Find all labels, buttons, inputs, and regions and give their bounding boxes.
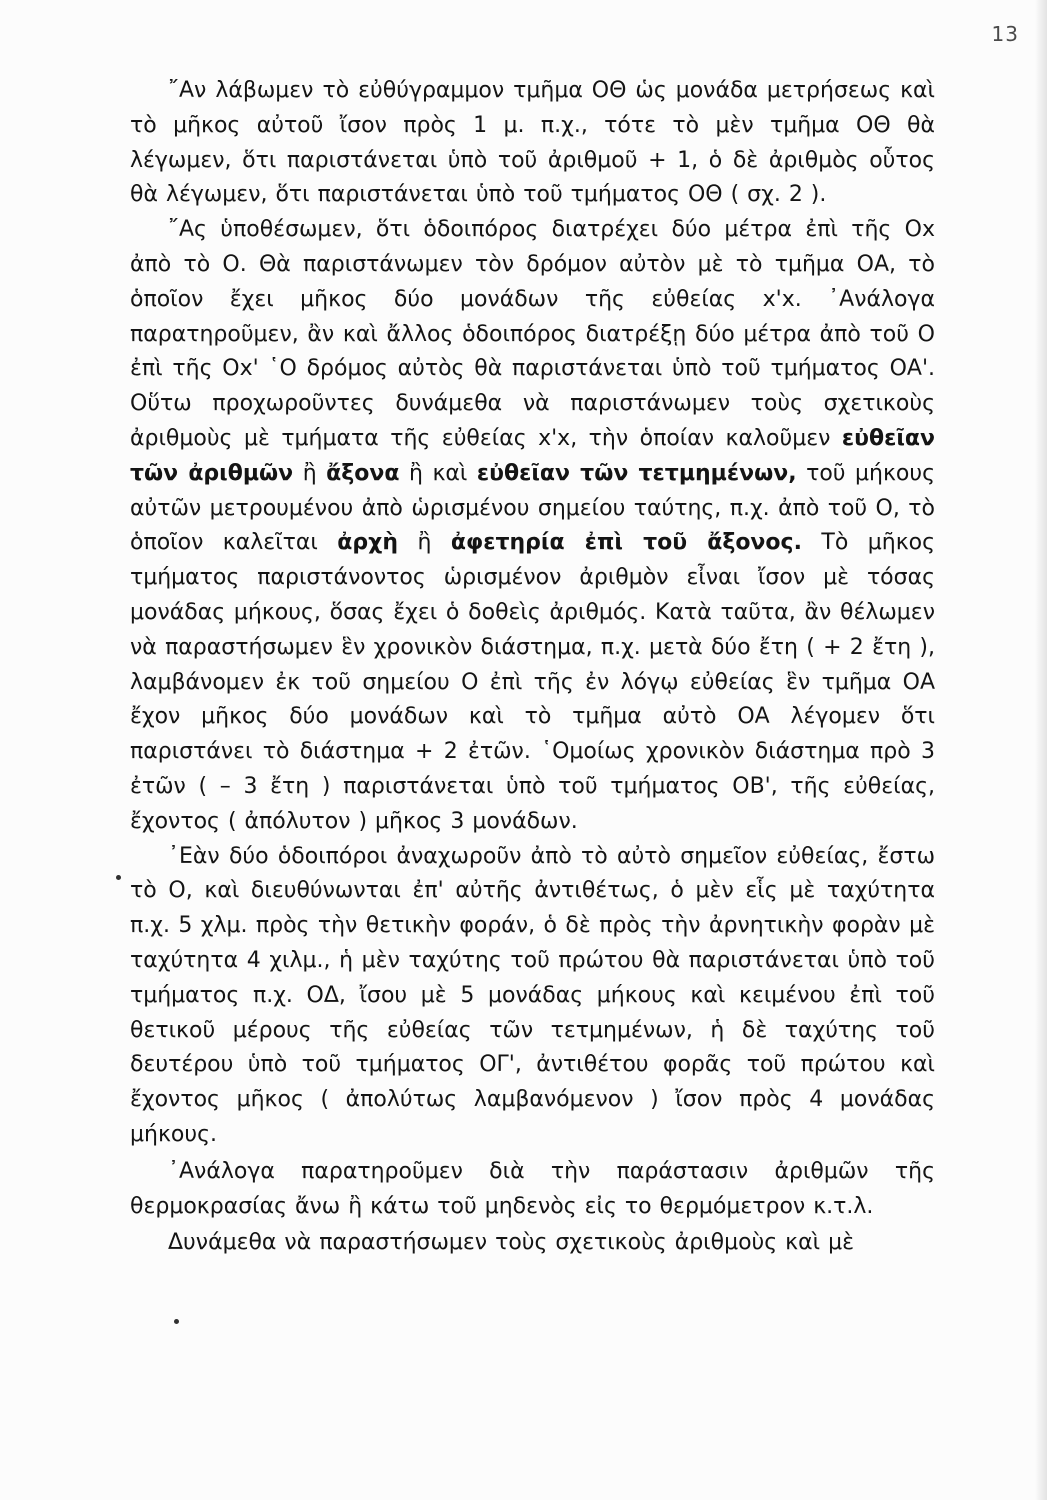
bold-term-number-line: εὐθεῖαν τῶν ἀριθμῶν	[130, 425, 935, 486]
paragraph-text-tail: Τὸ μῆκος τμήματος παριστάνοντος ὡρισμένον ἀριθμὸν εἶναι ἴσον μὲ τόσας μονάδας μήκους, ὅσας ἔχει ὁ δοθεὶς ἀριθμός. Κατὰ ταῦτα, ἂν θέλωμεν νὰ παραστήσωμεν ἓν χρονικὸν διάστημα, π.χ. μετὰ δύο ἔτη ( + 2 ἔτη ), λαμβάνομεν ἐκ τοῦ σημείου Ο ἐπὶ τῆς ἐν λόγῳ εὐθείας ἓν τμῆμα ΟΑ ἔχον μῆκος δύο μονάδων καὶ τὸ τμῆμα αὐτὸ ΟΑ λέγομεν ὅτι παριστάνει τὸ διάστημα + 2 ἐτῶν. ῾Ομοίως χρονικὸν διάστημα πρὸ 3 ἐτῶν ( – 3 ἔτη ) παριστάνεται ὑπὸ τοῦ τμήματος ΟΒ', τῆς εὐθείας, ἔχοντος ( ἀπόλυτον ) μῆκος 3 μονάδων.	[130, 530, 935, 834]
paragraph-text-continuation: τοῦ μήκους αὐτῶν μετρουμένου ἀπὸ ὡρισμένου σημείου ταύτης, π.χ. ἀπὸ τοῦ Ο, τὸ ὁποῖον καλεῖται	[130, 460, 935, 556]
paragraph-text: ᾿Εὰν δύο ὁδοιπόροι ἀναχωροῦν ἀπὸ τὸ αὐτὸ σημεῖον εὐθείας, ἔστω τὸ Ο, καὶ διευθύνωνται ἐπ' αὐτῆς ἀντιθέτως, ὁ μὲν εἷς μὲ ταχύτητα π.χ. 5 χλμ. πρὸς τὴν θετικὴν φοράν, ὁ δὲ πρὸς τὴν ἀρνητικὴν φορὰν μὲ ταχύτητα 4 χιλμ., ἡ μὲν ταχύτης τοῦ πρώτου θὰ παριστάνεται ὑπὸ τοῦ τμήματος π.χ. ΟΔ, ἴσου μὲ 5 μονάδας μήκους καὶ κειμένου ἐπὶ τοῦ θετικοῦ μέρους τῆς εὐθείας τῶν τετμημένων, ἡ δὲ ταχύτης τοῦ δευτέρου ὑπὸ τοῦ τμήματος ΟΓ', ἀντιθέτου φορᾶς τοῦ πρώτου καὶ ἔχοντος μῆκος ( ἀπολύτως λαμβανόμενον ) ἴσον πρὸς 4 μονάδας μήκους.	[130, 843, 935, 1147]
paragraph-text: ᾿Ανάλογα παρατηροῦμεν διὰ τὴν παράστασιν ἀριθμῶν τῆς θερμοκρασίας ἄνω ἢ κάτω τοῦ μηδενὸς εἰς το θερμόμετρον κ.τ.λ.	[130, 1158, 935, 1219]
bold-term-starting-point: ἀφετηρία ἐπὶ τοῦ ἄξονος.	[450, 530, 802, 556]
paragraph-number-axis	[130, 213, 935, 839]
paragraph-temperature-example	[130, 1155, 935, 1225]
bold-term-origin: ἀρχὴ	[337, 530, 399, 556]
scan-edge-shadow	[1035, 0, 1047, 1500]
paragraph-text-connector: ἢ καὶ	[409, 460, 468, 486]
paragraph-text: ῎Ας ὑποθέσωμεν, ὅτι ὁδοιπόρος διατρέχει δύο μέτρα ἐπὶ τῆς Οx ἀπὸ τὸ Ο. Θὰ παριστάνωμεν τὸν δρόμον αὐτὸν μὲ τὸ τμῆμα ΟΑ, τὸ ὁποῖον ἔχει μῆκος δύο μονάδων τῆς εὐθείας x'x. ᾿Ανάλογα παρατηροῦμεν, ἂν καὶ ἄλλος ὁδοιπόρος διατρέξῃ δύο μέτρα ἀπὸ τοῦ Ο ἐπὶ τῆς Οx' ῾Ο δρόμος αὐτὸς θὰ παριστάνεται ὑπὸ τοῦ τμήματος ΟΑ'. Οὕτω προχωροῦντες δυνάμεθα νὰ παριστάνωμεν τοὺς σχετικοὺς ἀριθμοὺς μὲ τμήματα τῆς εὐθείας x'x, τὴν ὁποίαν καλοῦμεν	[130, 217, 935, 451]
margin-dot-mark	[116, 875, 121, 880]
paragraph-text: Δυνάμεθα νὰ παραστήσωμεν τοὺς σχετικοὺς ἀριθμοὺς καὶ μὲ	[168, 1230, 854, 1256]
paragraph-measure-unit	[130, 74, 935, 213]
page-number: 13	[991, 22, 1019, 46]
main-text-block	[130, 74, 935, 1334]
paragraph-continuation	[130, 1226, 935, 1261]
bold-term-abscissa-line: εὐθεῖαν τῶν τετμημένων,	[476, 460, 797, 486]
paragraph-text: ῎Αν λάβωμεν τὸ εὐθύγραμμον τμῆμα ΟΘ ὡς μονάδα μετρήσεως καὶ τὸ μῆκος αὐτοῦ ἴσον πρὸς 1 μ. π.χ., τότε τὸ μὲν τμῆμα ΟΘ θὰ λέγωμεν, ὅτι παριστάνεται ὑπὸ τοῦ ἀριθμοῦ + 1, ὁ δὲ ἀριθμὸς οὗτος θὰ λέγωμεν, ὅτι παριστάνεται ὑπὸ τοῦ τμήματος ΟΘ ( σχ. 2 ).	[130, 78, 935, 208]
paragraph-text-connector: ἢ	[417, 530, 432, 556]
paragraph-travellers-example	[130, 840, 935, 1153]
paragraph-text-connector: ἢ	[302, 460, 317, 486]
bold-term-axis: ἄξονα	[326, 460, 400, 486]
